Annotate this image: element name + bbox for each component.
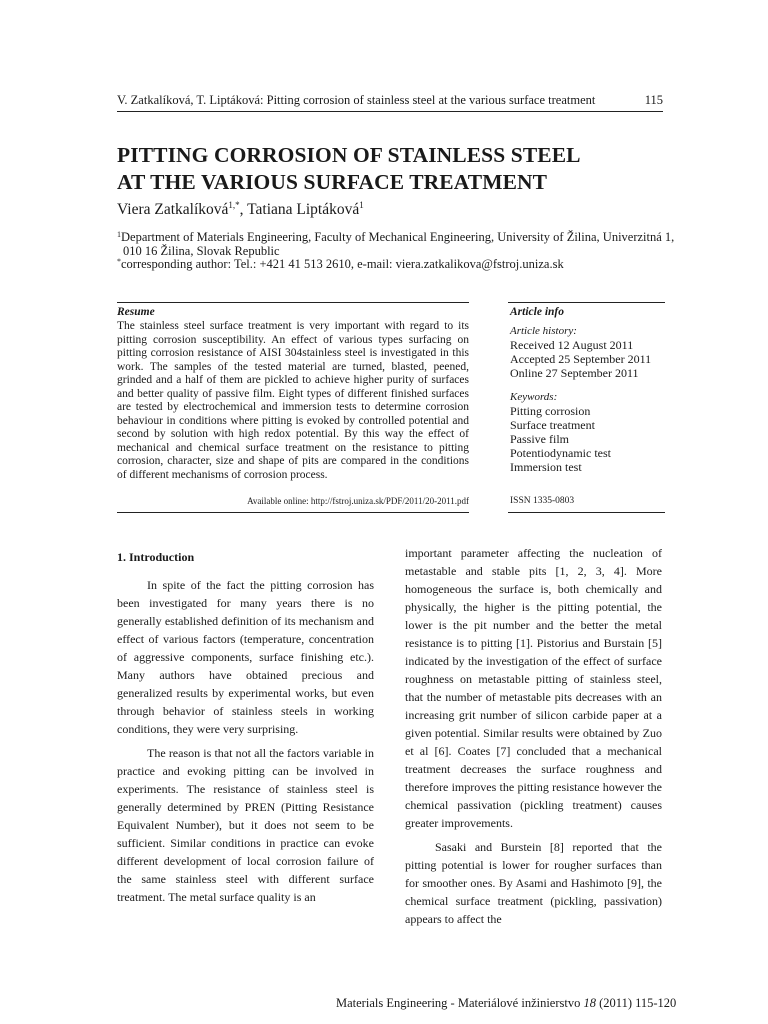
author-separator: , [239,201,248,218]
page-number: 115 [644,93,663,107]
history-label: Article history: [510,325,577,337]
received-date: Received 12 August 2011 [510,338,634,352]
article-history [510,324,670,380]
title-line-2: AT THE VARIOUS SURFACE TREATMENT [117,170,548,194]
accepted-date: Accepted 25 September 2011 [510,352,652,366]
available-online-link[interactable]: Available online: http://fstroj.uniza.sk/PDF/2011/20-2011.pdf [247,496,469,506]
section-heading: 1. Introduction [117,550,195,564]
running-header [117,92,663,112]
article-info-heading: Article info [510,306,564,318]
resume-text: The stainless steel surface treatment is very important with regard to its pitting corrosion susceptibility. An effect of various types surfacing on pitting corrosion resistance of AISI 304stainless steel is investigated in this work. The samples of the tested material are turned, blasted, peened, grinded and a half of them are pickled to achieve higher purity of surfaces and better quality of passive film. Eight types of different finished surfaces are tested by electrochemical and immersion tests to determine corrosion behaviour in conditions where pitting is evoked by controlled potential and second by solution with high redox potential. By this way the effect of mechanical and chemical surface treatment on the resistance to pitting corrosion, character, size and shape of pits are compared in the conditions of different mechanisms of corrosion process. [117,320,469,481]
paragraph: important parameter affecting the nucleation of metastable and stable pits [1, 2, 3, 4]. More homogeneous the surface is, both chemically and physically, the higher is the pitting potential, the lower is the pit number and the better the metal resistance is to pitting [1]. Pistorius and Burstain [5] indicated by the investigation of the effect of surface roughness on metastable pitting of stainless steel, that the number of metastable pits decreases with an increasing grit number of silicon carbide paper at a given potential. Similar results were obtained by Zuo et al [6]. Coates [7] concluded that a mechanical treatment decreases the surface roughness and therefore improves the pitting resistance however the chemical passivation (pickling treatment) causes greater improvements. [405,546,662,830]
journal-name: Materials Engineering - Materiálové inžinierstvo [336,996,584,1010]
keyword: Potentiodynamic test [510,446,611,460]
resume-top-rule [117,302,469,303]
affil-line-1: Department of Materials Engineering, Faculty of Mechanical Engineering, University of Žilina, Univerzitná 1, [121,230,675,244]
journal-footer [336,996,677,1011]
affil-mark-1: 1 [117,230,121,239]
keyword: Surface treatment [510,418,595,432]
title-line-1: PITTING CORROSION OF STAINLESS STEEL [117,143,581,167]
author-1: Viera Zatkalíková [117,201,229,218]
author-1-affil-mark: 1,* [228,200,240,210]
online-date: Online 27 September 2011 [510,366,639,380]
journal-volume: 18 [583,996,596,1010]
body-column-right [405,544,662,928]
running-title: V. Zatkalíková, T. Liptáková: Pitting corrosion of stainless steel at the various surface treatment [117,93,596,107]
author-2: Tatiana Liptáková [247,201,360,218]
paragraph: Sasaki and Burstein [8] reported that the pitting potential is lower for rougher surfaces than for smoother ones. By Asami and Hashimoto [9], the chemical surface treatment (pickling, passivation) appears to affect the [405,840,662,926]
keywords-block [510,390,670,474]
issn: ISSN 1335-0803 [510,496,575,506]
keyword: Immersion test [510,460,582,474]
paragraph: The reason is that not all the factors variable in practice and evoking pitting can be involved in experiments. The resistance of stainless steel is generally determined by PREN (Pitting Resistance Equivalent Number), but it does not seem to be sufficient. Similar conditions in practice can evoke different development of local corrosion failure of the same stainless steel with different surface treatment. The metal surface quality is an [117,746,374,904]
author-2-affil-mark: 1 [359,200,364,210]
corresponding-author: corresponding author: Tel.: +421 41 513 2610, e-mail: viera.zatkalikova@fstroj.uniza.sk [121,257,564,271]
info-bottom-rule [508,512,665,513]
author-list [117,200,364,220]
corresponding-mark: * [117,257,121,266]
info-top-rule [508,302,665,303]
keyword: Passive film [510,432,569,446]
body-column-left [117,548,374,906]
journal-year-pages: (2011) 115-120 [596,996,677,1010]
paper-title [117,142,677,196]
affil-line-2: 010 16 Žilina, Slovak Republic [123,243,280,258]
keyword: Pitting corrosion [510,404,591,418]
resume-heading: Resume [117,306,155,318]
keywords-label: Keywords: [510,391,558,403]
affiliation [117,231,677,272]
resume-bottom-rule [117,512,469,513]
paragraph: In spite of the fact the pitting corrosion has been investigated for many years there is no generally established definition of its mechanism and effect of various factors (temperature, concentration of aggressive components, surface finishing etc.). Many authors have obtained precious and generalized results by experimental works, but even through behavior of stainless steels in working conditions, they were very surprising. [117,578,374,736]
